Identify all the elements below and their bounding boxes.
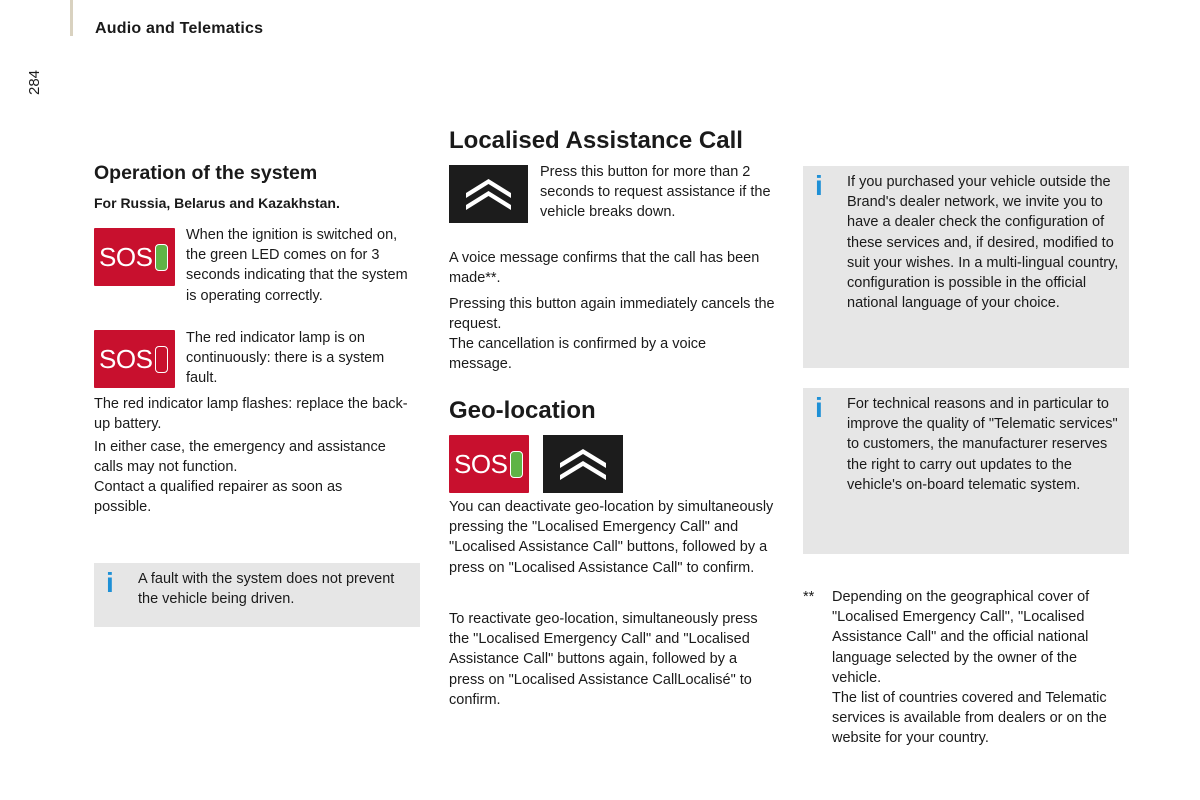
either-case-text: In either case, the emergency and assistance calls may not function. [94,439,386,476]
contact-text: Contact a qualified repairer as soon as possible. [94,479,343,516]
assistance-button-geo-icon [543,435,623,493]
footnote-marker: ** [803,589,815,605]
header-divider [70,0,73,36]
cancel-text: Pressing this button again immediately cancels the request. [449,296,775,333]
sos-label: SOS [99,344,153,374]
green-led-text: When the ignition is switched on, the green LED comes on for 3 seconds indicating that the system is operating correctly. [186,227,408,304]
deactivate-text: You can deactivate geo-location by simultaneously pressing the "Localised Emergency Call" and "Localised Assistance Call" buttons, followed by a press on "Localised Assistance Call" to confirm. [449,499,774,576]
sos-label: SOS [454,449,508,479]
sos-label: SOS [99,242,153,272]
info-box-fault [94,563,420,627]
info-icon: i [815,392,823,423]
info-technical-text: For technical reasons and in particular to improve the quality of "Telematic services" to customers, the manufacturer reserves the right to carry out updates to the vehicle's on-board telematic system. [847,396,1118,493]
section-title: Audio and Telematics [95,20,264,37]
info-note-text: A fault with the system does not prevent the vehicle being driven. [138,571,395,608]
geolocation-title: Geo-location [449,397,596,424]
operation-title: Operation of the system [94,162,318,184]
sos-button-green-icon [94,228,175,286]
info-purchase-text: If you purchased your vehicle outside the Brand's dealer network, we invite you to have a dealer check the configuration of these services and, if desired, modified to suit your wishes. In a multi-lingual country, configuration is possible in the official national language of your choice. [847,174,1119,312]
footnote-text: Depending on the geographical cover of "Localised Emergency Call", "Localised Assistance Call" and the official national language selected by the owner of the vehicle. [832,589,1090,686]
green-led-icon [510,451,523,478]
assistance-button-icon [449,165,528,223]
flash-text: The red indicator lamp flashes: replace the back-up battery. [94,396,408,433]
sos-button-geo-icon [449,435,529,493]
cancel-confirm-text: The cancellation is confirmed by a voice message. [449,336,707,373]
assistance-title: Localised Assistance Call [449,127,743,154]
footnote-text-2: The list of countries covered and Telematic services is available from dealers or on the website for your country. [832,690,1107,747]
red-led-icon [155,346,168,373]
operation-subtitle: For Russia, Belarus and Kazakhstan. [94,195,340,211]
info-icon: i [815,170,823,201]
sos-button-red-icon [94,330,175,388]
green-led-icon [155,244,168,271]
page-number: 284 [26,69,43,95]
info-box-purchase [803,166,1129,368]
reactivate-text: To reactivate geo-location, simultaneously press the "Localised Emergency Call" and "Localised Assistance Call" buttons again, followed by a press on "Localised Assistance CallLocalisé" to confirm. [449,611,758,708]
red-lamp-text: The red indicator lamp is on continuously: there is a system fault. [186,330,385,387]
voice-text: A voice message confirms that the call has been made**. [449,250,760,287]
chevron-logo-icon [449,165,528,223]
info-icon: i [106,567,114,598]
press-text: Press this button for more than 2 seconds to request assistance if the vehicle breaks down. [540,164,771,221]
info-box-technical [803,388,1129,554]
chevron-logo-icon [543,435,623,493]
